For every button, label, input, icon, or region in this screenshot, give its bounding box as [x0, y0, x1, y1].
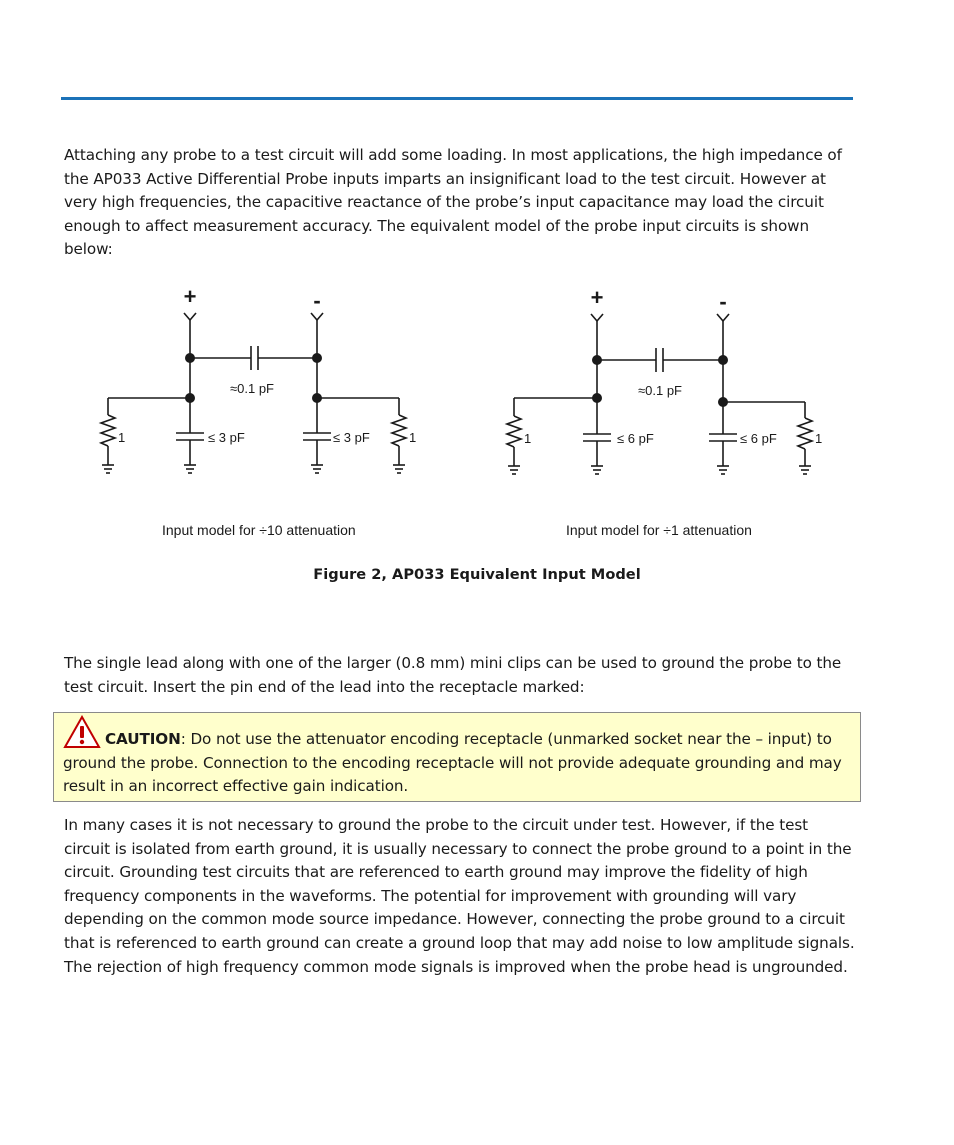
plus-res-label: 1	[118, 430, 126, 445]
plus-res-label: 1	[524, 431, 532, 446]
caution-label: CAUTION	[105, 730, 181, 748]
model-label-attenuation-1: Input model for ÷1 attenuation	[566, 522, 752, 538]
plus-input-label: +	[590, 285, 604, 310]
caution-message	[63, 728, 855, 799]
minus-cap-label: ≤ 3 pF	[333, 430, 370, 445]
grounding-paragraph: In many cases it is not necessary to ground the probe to the circuit under test. However, if the test circuit is isolated from earth ground, it is usually necessary to connect the probe ground to a point in the circuit. Grounding test circuits that are referenced to earth ground may improve the fidelity of high frequency components in the waveforms. The potential for improvement with grounding will vary depending on the common mode source impedance. However, connecting the probe ground to a circuit that is referenced to earth ground can create a ground loop that may add noise to low amplitude signals. The rejection of high frequency common mode signals is improved when the probe head is ungrounded.	[64, 816, 855, 976]
schematic-attenuation-1	[500, 280, 830, 495]
intro-paragraph: Attaching any probe to a test circuit will add some loading. In most applications, the high impedance of the AP033 Active Differential Probe inputs imparts an insignificant load to the test circuit. However at very high frequencies, the capacitive reactance of the probe’s input capacitance may load the circuit enough to affect measurement accuracy. The equivalent model of the probe input circuits is shown below:	[64, 146, 842, 259]
minus-res-label: 1	[409, 430, 417, 445]
plus-input-label: +	[183, 284, 197, 309]
minus-input-label: -	[313, 288, 321, 313]
figure-caption: Figure 2, AP033 Equivalent Input Model	[313, 566, 641, 583]
plus-cap-label: ≤ 6 pF	[617, 431, 654, 446]
minus-res-label: 1	[815, 431, 823, 446]
plus-cap-label: ≤ 3 pF	[208, 430, 245, 445]
caution-box	[53, 712, 861, 802]
coupling-cap-label: ≈0.1 pF	[230, 381, 274, 396]
header-rule	[61, 97, 853, 100]
minus-cap-label: ≤ 6 pF	[740, 431, 777, 446]
caution-body: : Do not use the attenuator encoding receptacle (unmarked socket near the – input) to ground the probe. Connection to the encoding receptacle will not provide adequate grounding and may result in an incorrect effective gain indication.	[63, 730, 842, 796]
model-label-attenuation-10: Input model for ÷10 attenuation	[162, 522, 356, 538]
coupling-cap-label: ≈0.1 pF	[638, 383, 682, 398]
minus-input-label: -	[719, 289, 727, 314]
schematic-attenuation-10	[90, 280, 420, 495]
ground-lead-paragraph: The single lead along with one of the larger (0.8 mm) mini clips can be used to ground the probe to the test circuit. Insert the pin end of the lead into the receptacle marked:	[64, 654, 842, 696]
